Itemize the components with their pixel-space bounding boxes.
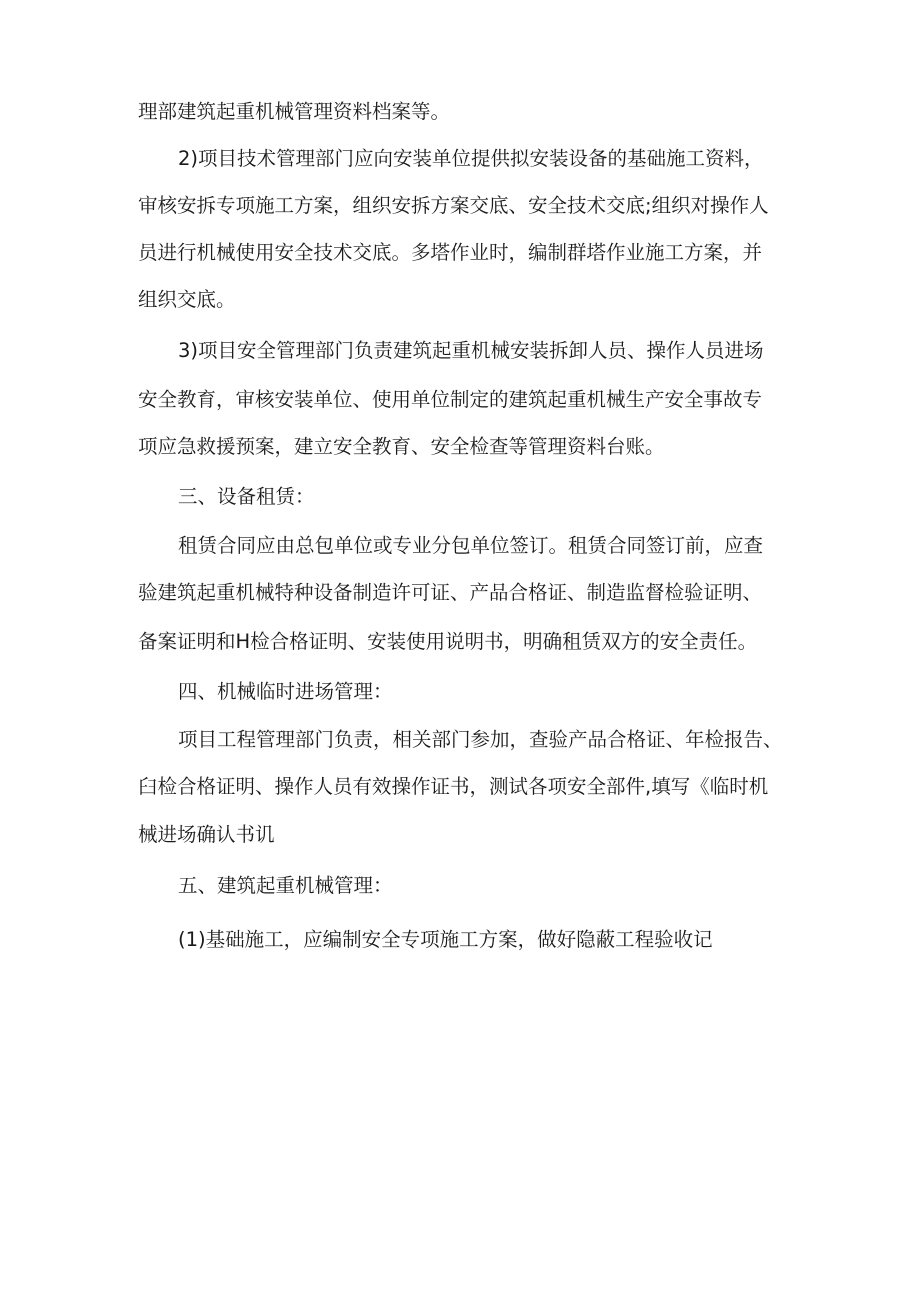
text-line: 审核安拆专项施工方案，组织安拆方案交底、安全技术交底;组织对操作人	[138, 194, 769, 217]
text-line: 组织交底。	[138, 288, 236, 311]
text-line: 项目工程管理部门负责，相关部门参加，查验产品合格证、年检报告、	[178, 728, 783, 751]
section-heading: 四、机械临时进场管理：	[178, 680, 393, 703]
text-line: 验建筑起重机械特种设备制造许可证、产品合格证、制造监督检验证明、	[138, 581, 763, 604]
text-line: 备案证明和H检合格证明、安装使用说明书，明确租赁双方的安全责任。	[138, 630, 758, 653]
text-line: 安全教育，审核安装单位、使用单位制定的建筑起重机械生产安全事故专	[138, 388, 763, 411]
text-line: 2)项目技术管理部门应向安装单位提供拟安装设备的基础施工资料，	[178, 147, 764, 170]
text-line: (1)基础施工，应编制安全专项施工方案，做好隐蔽工程验收记	[178, 928, 713, 951]
text-line: 租赁合同应由总包单位或专业分包单位签订。租赁合同签订前，应查	[178, 534, 764, 557]
text-line: 械进场确认书讥	[138, 823, 275, 846]
section-heading: 五、建筑起重机械管理：	[178, 874, 393, 897]
text-line: 项应急救援预案，建立安全教育、安全检查等管理资料台账。	[138, 435, 665, 458]
text-line: 臼检合格证明、操作人员有效操作证书，测试各项安全部件,填写《临时机	[138, 775, 769, 798]
text-line: 理部建筑起重机械管理资料档案等。	[138, 100, 451, 123]
section-heading: 三、设备租赁：	[178, 485, 315, 508]
text-line: 3)项目安全管理部门负责建筑起重机械安装拆卸人员、操作人员进场	[178, 339, 764, 362]
text-line: 员进行机械使用安全技术交底。多塔作业时，编制群塔作业施工方案，并	[138, 241, 763, 264]
